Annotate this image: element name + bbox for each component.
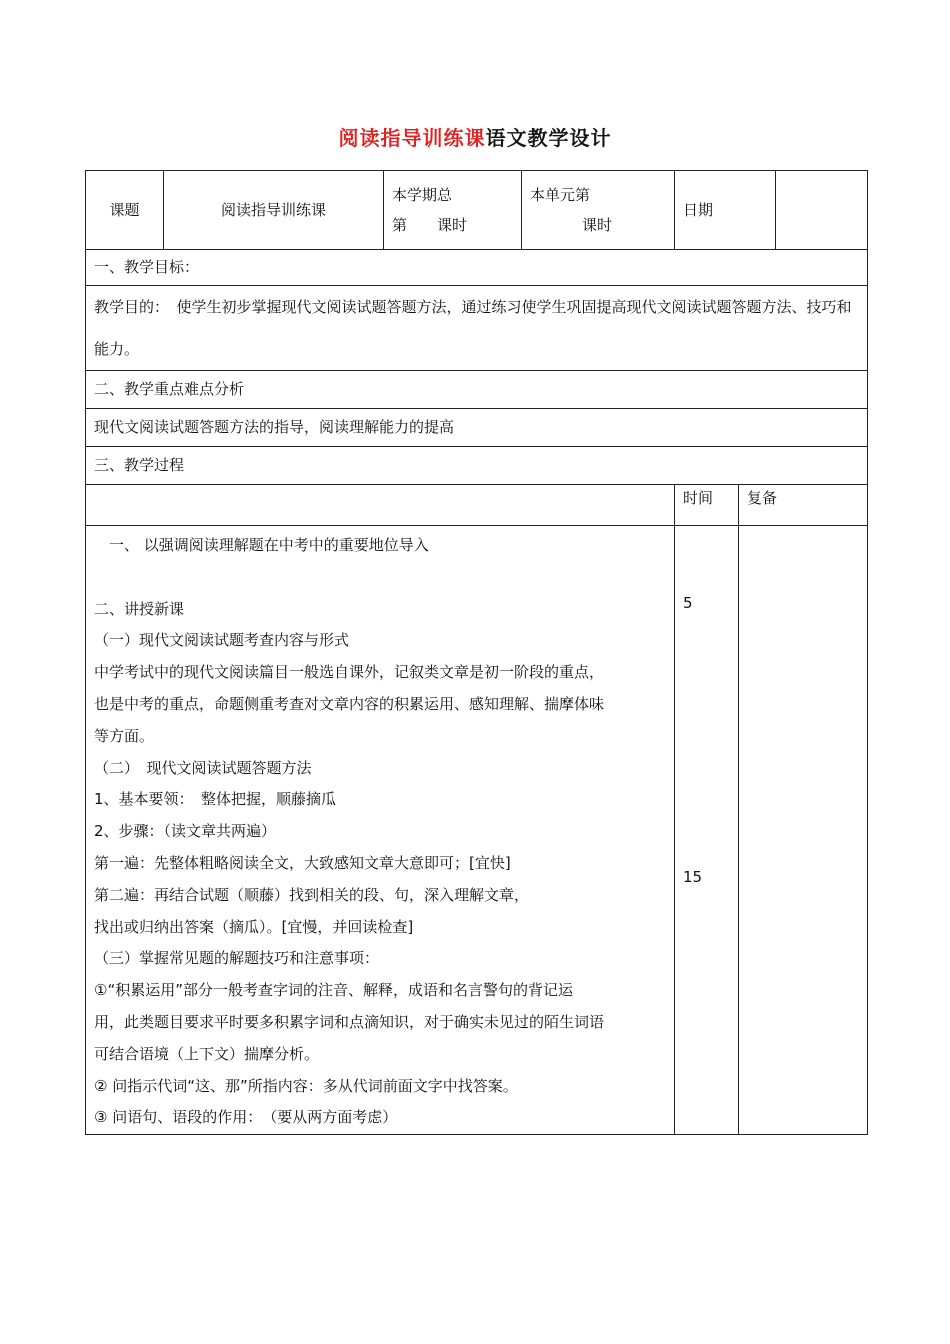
process-line: ③ 问语句、语段的作用： （要从两方面考虑） [94, 1108, 398, 1127]
key-text: 现代文阅读试题答题方法的指导，阅读理解能力的提高 [86, 409, 868, 447]
goal-heading: 一、教学目标： [86, 250, 868, 286]
process-line: （一）现代文阅读试题考查内容与形式 [94, 631, 350, 650]
process-line: 等方面。 [94, 726, 155, 745]
process-line: 可结合语境（上下文）揣摩分析。 [94, 1044, 320, 1063]
time-cell [675, 526, 739, 1135]
process-line: 也是中考的重点，命题侧重考查对文章内容的积累运用、感知理解、揣摩体味 [94, 694, 605, 713]
review-column-header: 复备 [739, 485, 868, 526]
review-cell [739, 526, 868, 1135]
key-heading-row [86, 371, 868, 409]
process-line: 找出或归纳出答案（摘瓜）。[宜慢，并回读检查] [94, 917, 414, 936]
process-line: 第一遍：先整体粗略阅读全文，大致感知文章大意即可；[宜快] [94, 853, 511, 872]
header-row [86, 171, 868, 250]
process-line: 一、 以强调阅读理解题在中考中的重要地位导入 [94, 536, 429, 554]
unit-line1: 本单元第 [530, 186, 591, 204]
process-line: ①“积累运用”部分一般考查字词的注音、解释，成语和名言警句的背记运 [94, 981, 573, 1000]
page-title [0, 122, 950, 151]
process-line: 中学考试中的现代文阅读篇目一般选自课外，记叙类文章是初一阶段的重点， [94, 663, 605, 682]
content-column-header [86, 485, 675, 526]
key-heading: 二、教学重点难点分析 [86, 371, 868, 409]
topic-label: 课题 [86, 171, 164, 250]
process-line: 2、步骤：（读文章共两遍） [94, 822, 277, 841]
term-line2: 第 课时 [392, 216, 468, 234]
goal-heading-row [86, 250, 868, 286]
process-heading-row [86, 447, 868, 485]
process-content [86, 526, 675, 1135]
time-column-header: 时间 [675, 485, 739, 526]
process-line: （二） 现代文阅读试题答题方法 [94, 758, 312, 777]
goal-text-row [86, 286, 868, 371]
column-header-row [86, 485, 868, 526]
lesson-plan-table [85, 170, 868, 1135]
title-black-part: 语文教学设计 [485, 126, 612, 150]
process-line: 用，此类题目要求平时要多积累字词和点滴知识，对于确实未见过的陌生词语 [94, 1012, 605, 1031]
topic-value: 阅读指导训练课 [164, 171, 384, 250]
process-line [94, 562, 666, 594]
process-line: 1、基本要领： 整体把握，顺藤摘瓜 [94, 790, 337, 809]
term-lessons-cell [384, 171, 522, 250]
date-label: 日期 [675, 171, 776, 250]
time-value: 15 [683, 868, 703, 886]
process-line: （三）掌握常见题的解题技巧和注意事项： [94, 949, 380, 968]
date-value [776, 171, 868, 250]
process-heading: 三、教学过程 [86, 447, 868, 485]
key-text-row [86, 409, 868, 447]
process-line: 二、讲授新课 [94, 599, 185, 618]
time-value: 5 [683, 594, 693, 612]
unit-lessons-cell [522, 171, 675, 250]
title-red-part: 阅读指导训练课 [338, 126, 486, 150]
process-line: 第二遍：再结合试题（顺藤）找到相关的段、句，深入理解文章， [94, 885, 530, 904]
term-line1: 本学期总 [392, 186, 453, 204]
process-line: ② 问指示代词“这、那”所指内容：多从代词前面文字中找答案。 [94, 1076, 518, 1095]
process-body-row [86, 526, 868, 1135]
goal-text: 教学目的： 使学生初步掌握现代文阅读试题答题方法，通过练习使学生巩固提高现代文阅读试题答题方法、技巧和能力。 [86, 286, 868, 371]
unit-line2: 课时 [582, 216, 613, 234]
